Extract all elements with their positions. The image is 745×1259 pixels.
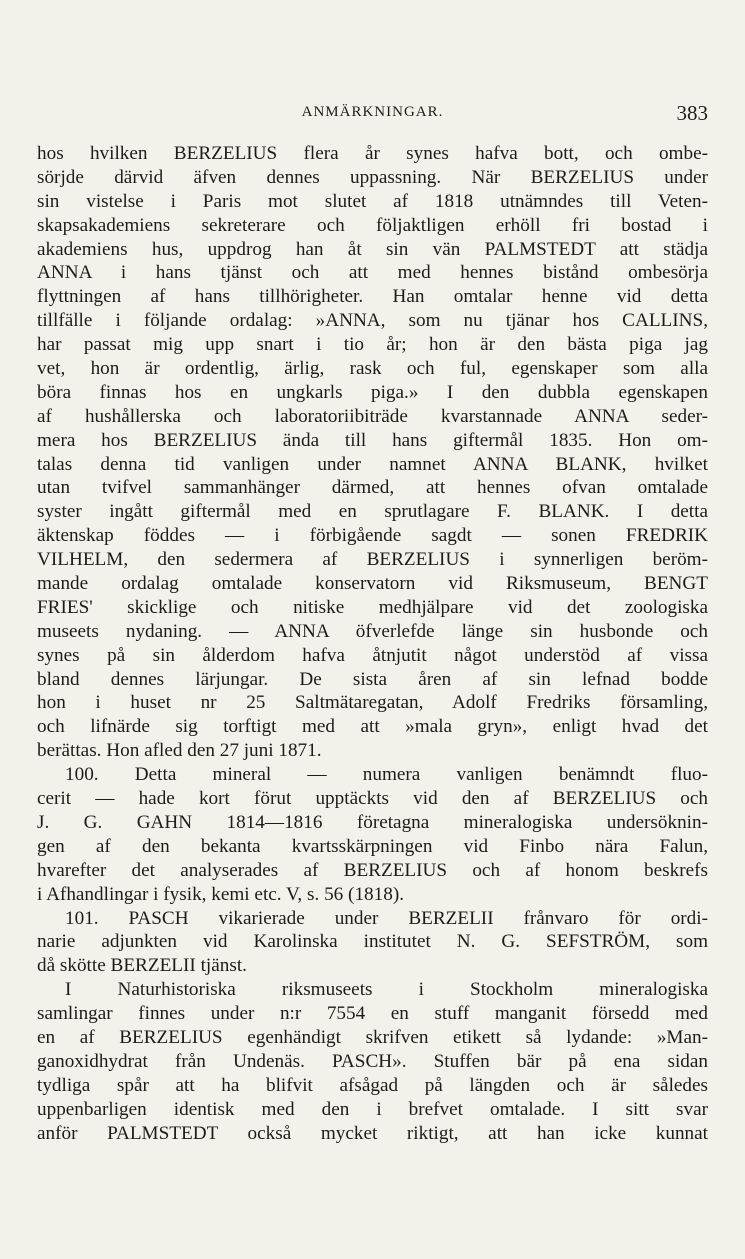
text-line: hos hvilken BERZELIUS flera år synes hafva bott, och ombe- <box>37 143 708 164</box>
text-line: J. G. GAHN 1814—1816 företagna mineralogiska undersöknin- <box>37 811 708 833</box>
text-line: VILHELM, den sedermera af BERZELIUS i synnerligen beröm- <box>37 549 708 571</box>
text-line: äktenskap föddes — i förbigående sagdt — sonen FREDRIK <box>37 525 708 547</box>
text-line: sörjde därvid äfven dennes uppassning. När BERZELIUS under <box>37 166 708 188</box>
text-line: bland dennes lärjungar. De sista åren af sin lefnad bodde <box>37 668 708 690</box>
text-line: talas denna tid vanligen under namnet ANNA BLANK, hvilket <box>37 453 708 475</box>
text-line: ganoxidhydrat från Undenäs. PASCH». Stuffen bär på ena sidan <box>37 1050 708 1072</box>
text-line: sin vistelse i Paris mot slutet af 1818 utnämndes till Veten- <box>37 190 708 212</box>
text-line: akademiens hus, uppdrog han åt sin vän PALMSTEDT att städja <box>37 238 708 260</box>
text-line: tydliga spår att ha blifvit afsågad på längden och är således <box>37 1074 708 1096</box>
text-line: uppenbarligen identisk med den i brefvet omtalade. I sitt svar <box>37 1098 708 1120</box>
running-head <box>37 101 708 127</box>
note-100-start: 100. Detta mineral — numera vanligen benämndt fluo- <box>65 764 708 786</box>
text-line: vet, hon är ordentlig, ärlig, rask och ful, egenskaper som alla <box>37 358 708 380</box>
page-number: 383 <box>676 101 708 125</box>
text-line: skapsakademiens sekreterare och följaktligen erhöll fri bostad i <box>37 214 708 236</box>
body-text <box>37 142 708 1145</box>
text-line: i Afhandlingar i fysik, kemi etc. V, s. 56 (1818). <box>37 883 405 905</box>
text-line: FRIES' skicklige och nitiske medhjälpare vid det zoologiska <box>37 596 708 618</box>
running-title: ANMÄRKNINGAR. <box>301 104 444 120</box>
text-line: tillfälle i följande ordalag: »ANNA, som nu tjänar hos CALLINS, <box>37 310 708 332</box>
text-line: böra finnas hos en ungkarls piga.» I den dubbla egenskapen <box>37 381 708 403</box>
text-line: af hushållerska och laboratoriibiträde kvarstannade ANNA seder- <box>37 405 708 427</box>
text-line: samlingar finnes under n:r 7554 en stuff manganit försedd med <box>37 1003 708 1025</box>
text-line: berättas. Hon afled den 27 juni 1871. <box>37 740 322 762</box>
text-line: anför PALMSTEDT också mycket riktigt, att han icke kunnat <box>37 1122 708 1144</box>
text-line: synes på sin ålderdom hafva åtnjutit något understöd af vissa <box>37 644 708 666</box>
text-line: syster ingått giftermål med en sprutlagare F. BLANK. I detta <box>37 501 708 523</box>
text-line: flyttningen af hans tillhörigheter. Han omtalar henne vid detta <box>37 286 708 308</box>
text-line: hon i huset nr 25 Saltmätaregatan, Adolf Fredriks församling, <box>37 692 708 714</box>
text-line: hvarefter det analyserades af BERZELIUS och af honom beskrefs <box>37 859 708 881</box>
text-line: gen af den bekanta kvartsskärpningen vid Finbo nära Falun, <box>37 835 708 857</box>
text-line: mera hos BERZELIUS ända till hans giftermål 1835. Hon om- <box>37 429 708 451</box>
note-101-start: 101. PASCH vikarierade under BERZELII frånvaro för ordi- <box>65 907 708 929</box>
text-line: och lifnärde sig torftigt med att »mala gryn», enligt hvad det <box>37 716 708 738</box>
text-line: har passat mig upp snart i tio år; hon är den bästa piga jag <box>37 334 708 356</box>
paragraph-start: I Naturhistoriska riksmuseets i Stockholm mineralogiska <box>65 979 708 1001</box>
text-line: narie adjunkten vid Karolinska institutet N. G. SEFSTRÖM, som <box>37 931 708 953</box>
text-line: då skötte BERZELII tjänst. <box>37 955 247 977</box>
text-line: museets nydaning. — ANNA öfverlefde länge sin husbonde och <box>37 620 708 642</box>
text-line: mande ordalag omtalade konservatorn vid Riksmuseum, BENGT <box>37 573 708 595</box>
text-line: ANNA i hans tjänst och att med hennes bistånd ombesörja <box>37 262 708 284</box>
text-line: en af BERZELIUS egenhändigt skrifven etikett så lydande: »Man- <box>37 1026 708 1048</box>
text-line: cerit — hade kort förut upptäckts vid den af BERZELIUS och <box>37 788 708 810</box>
text-line: utan tvifvel sammanhänger därmed, att hennes ofvan omtalade <box>37 477 708 499</box>
